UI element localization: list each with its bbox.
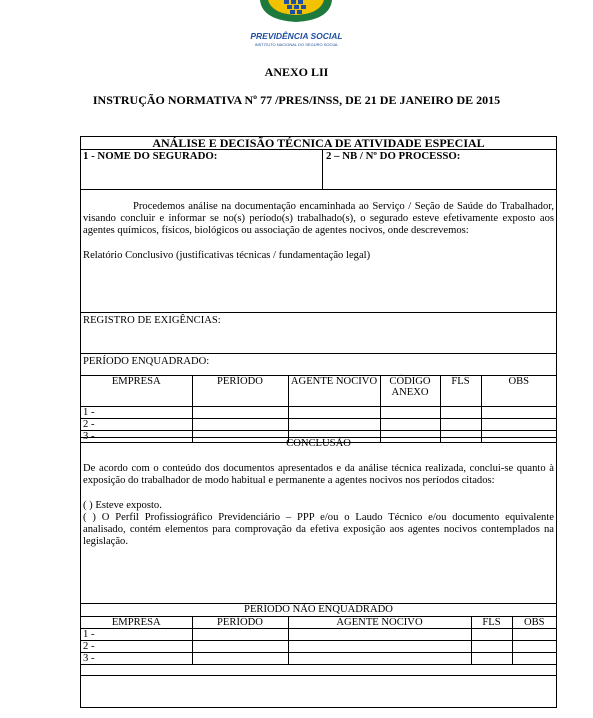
col-header-agente: AGENTE NOCIVO	[288, 617, 471, 629]
col-header-obs: OBS	[481, 376, 556, 406]
col-header-agente: AGENTE NOCIVO	[288, 376, 380, 406]
table-row	[81, 418, 556, 430]
option-ppp[interactable]: ( ) O Perfil Profissiográfico Previdenciário – PPP e/ou o Laudo Técnico e/ou documento equivalente analisado, contém elementos para comprovação da efetiva exposição aos agentes nocivos contemplados na legislação.	[83, 512, 554, 547]
table-cell[interactable]	[192, 653, 288, 665]
instruction-title: INSTRUÇÃO NORMATIVA Nº 77 /PRES/INSS, DE 21 DE JANEIRO DE 2015	[92, 93, 501, 107]
row-number: 1 -	[81, 629, 192, 641]
col-header-fls: FLS	[440, 376, 481, 406]
logo-name: PREVIDÊNCIA SOCIAL	[250, 31, 343, 41]
analysis-form	[80, 136, 557, 708]
table-row	[81, 406, 556, 418]
non-period-table	[81, 617, 556, 665]
previdencia-logo-icon	[0, 0, 593, 60]
form-title: ANÁLISE E DECISÃO TÉCNICA DE ATIVIDADE ESPECIAL	[81, 137, 556, 150]
row-number: 2 -	[81, 641, 192, 653]
table-cell[interactable]	[471, 629, 512, 641]
col-header-fls: FLS	[471, 617, 512, 629]
col-header-obs: OBS	[512, 617, 556, 629]
signature-area[interactable]	[81, 676, 556, 707]
col-header-codigo: CÓDIGO ANEXO	[380, 376, 440, 406]
row-number: 3 -	[81, 653, 192, 665]
intro-paragraph: Procedemos análise na documentação encaminhada ao Serviço / Seção de Saúde do Trabalhador, visando concluir e informar se no(s) período(s) trabalhado(s), o segurado esteve efetivamente exposto aos agentes químicos, físicos, biológicos ou associação de agentes nocivos, onde descrevemos:	[83, 201, 554, 236]
table-cell[interactable]	[471, 641, 512, 653]
conclusion-paragraph: De acordo com o conteúdo dos documentos apresentados e da análise técnica realizada, conclui-se quanto à exposição do trabalhador de modo habitual e permanente a agentes nocivos nos períodos citados:	[83, 463, 554, 486]
table-cell[interactable]	[288, 641, 471, 653]
report-label: Relatório Conclusivo (justificativas técnicas / fundamentação legal)	[83, 250, 371, 261]
annex-title: ANEXO LII	[264, 65, 329, 79]
table-cell[interactable]	[288, 653, 471, 665]
table-cell[interactable]	[512, 641, 556, 653]
table-cell[interactable]	[512, 629, 556, 641]
table-cell[interactable]	[481, 418, 556, 430]
table-cell[interactable]	[471, 653, 512, 665]
table-cell[interactable]	[192, 418, 288, 430]
table-cell[interactable]	[512, 653, 556, 665]
table-cell[interactable]	[481, 406, 556, 418]
row-number: 3 -	[81, 430, 192, 442]
process-number-field[interactable]: 2 – NB / Nº DO PROCESSO:	[326, 150, 461, 162]
table-cell[interactable]	[288, 629, 471, 641]
insured-name-field[interactable]: 1 - NOME DO SEGURADO:	[81, 150, 323, 190]
logo-subtitle: INSTITUTO NACIONAL DO SEGURO SOCIAL	[254, 42, 339, 47]
conclusion-title: CONCLUSÃO	[286, 438, 351, 449]
header-logo	[0, 0, 593, 60]
requirements-label: REGISTRO DE EXIGÊNCIAS:	[83, 315, 221, 326]
option-exposed[interactable]: ( ) Esteve exposto.	[83, 500, 162, 511]
col-header-empresa: EMPRESA	[81, 617, 192, 629]
period-table	[81, 376, 556, 443]
non-period-title: PERÍODO NÃO ENQUADRADO	[81, 604, 556, 617]
row-number: 2 -	[81, 418, 192, 430]
table-row	[81, 641, 556, 653]
col-header-empresa: EMPRESA	[81, 376, 192, 406]
table-row	[81, 653, 556, 665]
col-header-periodo: PERÍODO	[192, 617, 288, 629]
row-number: 1 -	[81, 406, 192, 418]
table-cell[interactable]	[380, 418, 440, 430]
table-cell[interactable]	[288, 406, 380, 418]
table-cell[interactable]	[440, 418, 481, 430]
table-cell[interactable]	[380, 406, 440, 418]
table-row	[81, 629, 556, 641]
table-cell[interactable]	[288, 418, 380, 430]
table-cell[interactable]	[192, 629, 288, 641]
table-cell[interactable]	[192, 406, 288, 418]
period-label: PERÍODO ENQUADRADO:	[83, 356, 210, 367]
col-header-periodo: PERÍODO	[192, 376, 288, 406]
table-cell[interactable]	[440, 406, 481, 418]
table-cell[interactable]	[192, 641, 288, 653]
